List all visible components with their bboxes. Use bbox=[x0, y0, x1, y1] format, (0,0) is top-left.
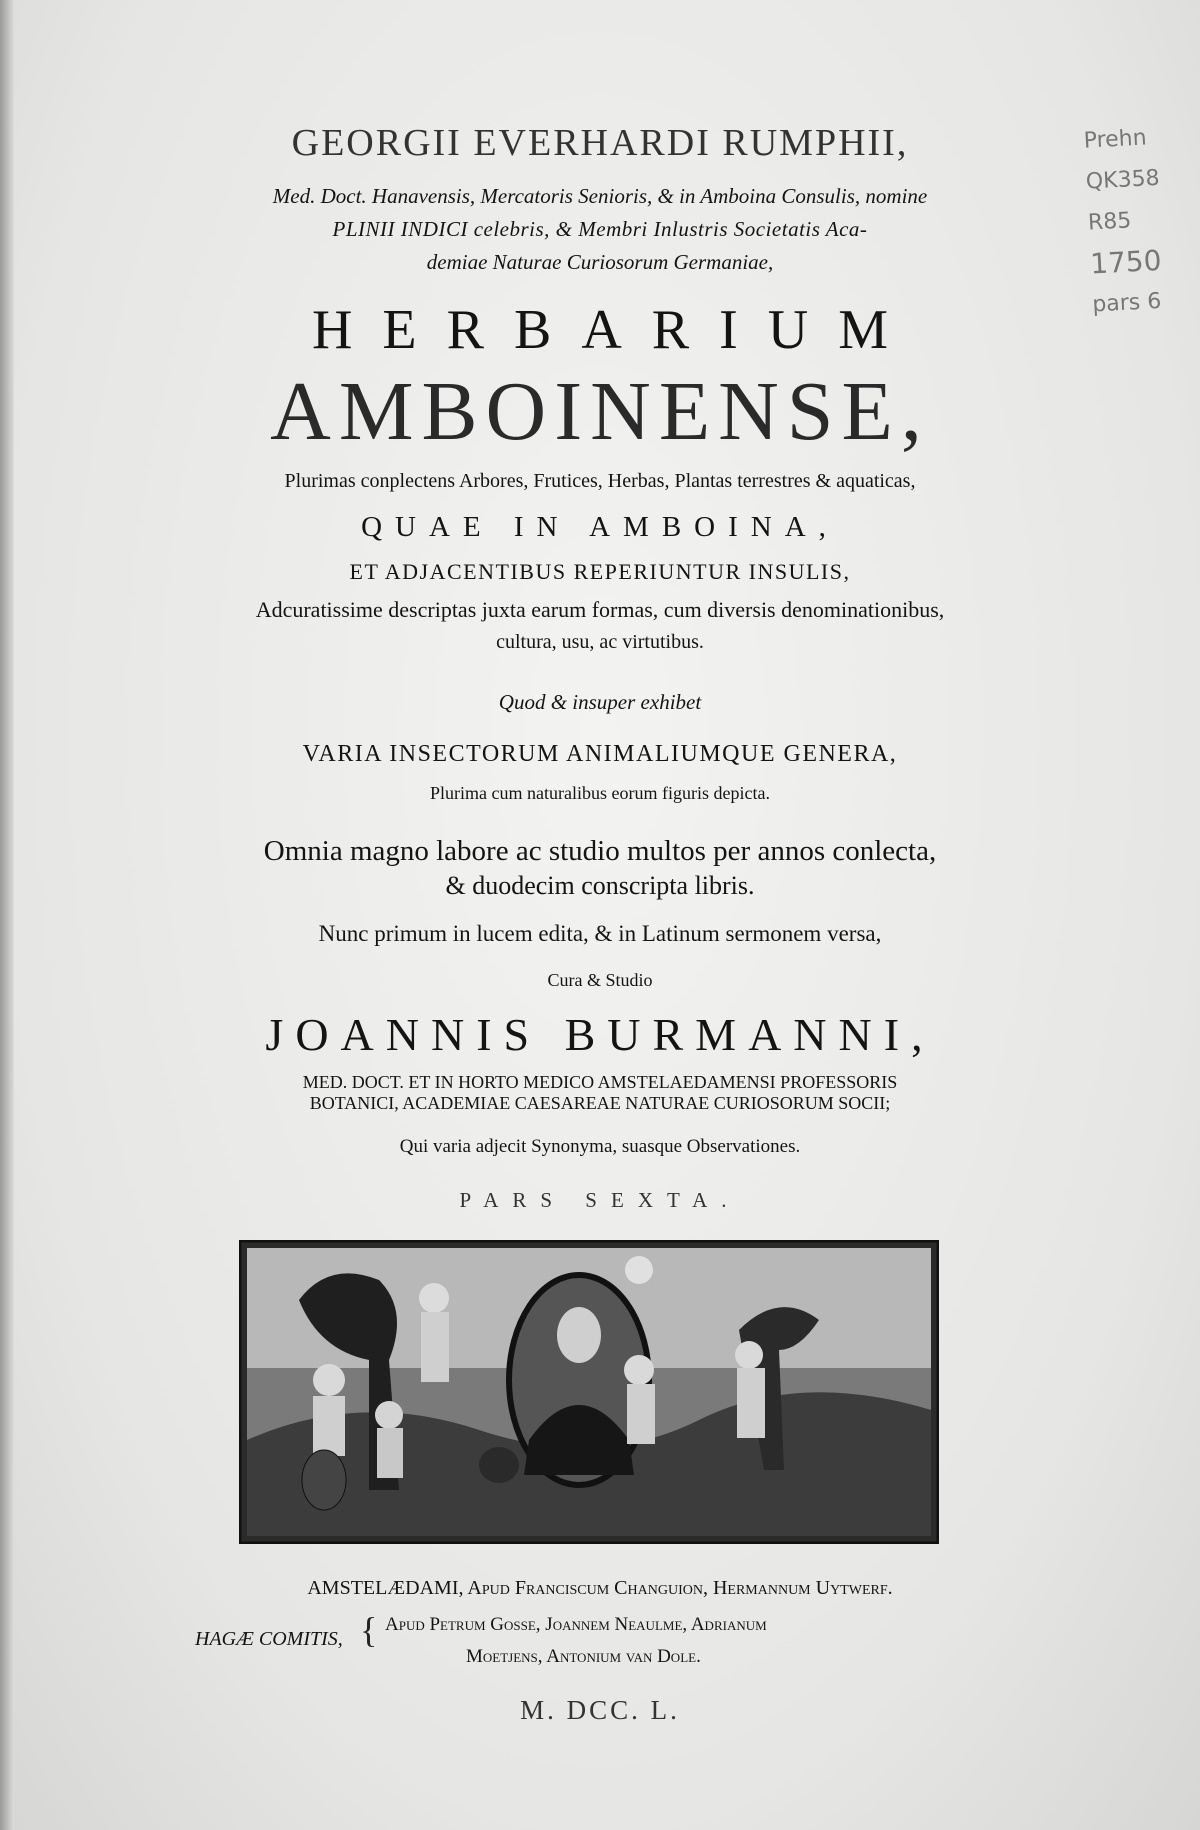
engraving-vignette bbox=[239, 1240, 939, 1544]
page-edge bbox=[0, 0, 14, 1830]
subtitle-cultura: cultura, usu, ac virtutibus. bbox=[496, 631, 704, 653]
author-desc-3: demiae Naturae Curiosorum Germaniae, bbox=[426, 250, 774, 274]
note-line: Prehn bbox=[1083, 125, 1148, 154]
note-line: R85 bbox=[1087, 208, 1132, 236]
omnia-line-2: & duodecim conscripta libris. bbox=[445, 871, 755, 900]
plurima-line: Plurima cum naturalibus eorum figuris depicta. bbox=[430, 783, 770, 803]
omnia-line-1: Omnia magno labore ac studio multos per annos conlecta, bbox=[263, 835, 937, 867]
subtitle-et-adjacentibus: ET ADJACENTIBUS REPERIUNTUR INSULIS, bbox=[349, 559, 851, 584]
imprint-hague-line-2: Moetjens, Antonium van Dole. bbox=[466, 1646, 701, 1667]
editor-name: JOANNIS BURMANNI, bbox=[265, 1009, 935, 1060]
imprint-amsterdam-text: AMSTELÆDAMI, Apud Franciscum Changuion, Hermannum Uytwerf. bbox=[307, 1577, 893, 1599]
subtitle-adcuratissime: Adcuratissime descriptas juxta earum formas, cum diversis denominationibus, bbox=[255, 597, 945, 622]
author-desc-2: PLINII INDICI celebris, & Membri Inlustris Societatis Aca- bbox=[332, 217, 868, 241]
handwritten-notes bbox=[1083, 116, 1194, 326]
qui-line: Qui varia adjecit Synonyma, suasque Observationes. bbox=[399, 1136, 801, 1157]
imprint-hague-city: HAGÆ COMITIS, bbox=[195, 1628, 343, 1650]
title-herbarium: HERBARIUM bbox=[311, 299, 919, 361]
subtitle-plurimas: Plurimas conplectens Arbores, Frutices, Herbas, Plantas terrestres & aquaticas, bbox=[284, 470, 916, 492]
imprint-amsterdam bbox=[0, 1578, 1200, 1598]
cura-line: Cura & Studio bbox=[547, 970, 653, 990]
brace: { bbox=[360, 1610, 378, 1650]
varia-line: VARIA INSECTORUM ANIMALIUMQUE GENERA, bbox=[302, 741, 898, 767]
note-line: pars 6 bbox=[1091, 288, 1162, 318]
author-desc-1: Med. Doct. Hanavensis, Mercatoris Senioris, & in Amboina Consulis, nomine bbox=[272, 184, 928, 208]
quod-line: Quod & insuper exhibet bbox=[498, 690, 702, 714]
note-line: QK358 bbox=[1085, 165, 1161, 195]
publication-year: M. DCC. L. bbox=[520, 1695, 680, 1725]
title-amboinense: AMBOINENSE, bbox=[270, 365, 930, 458]
editor-desc-2: BOTANICI, ACADEMIAE CAESAREAE NATURAE CURIOSORUM SOCII; bbox=[309, 1093, 891, 1113]
nunc-line: Nunc primum in lucem edita, & in Latinum sermonem versa, bbox=[318, 921, 882, 946]
pars-line: PARS SEXTA. bbox=[459, 1188, 741, 1212]
imprint-hague-line-1: Apud Petrum Gosse, Joannem Neaulme, Adrianum bbox=[385, 1614, 767, 1635]
note-line: 1750 bbox=[1089, 243, 1163, 281]
subtitle-quae: QUAE IN AMBOINA, bbox=[361, 511, 839, 543]
editor-desc-1: MED. DOCT. ET IN HORTO MEDICO AMSTELAEDAMENSI PROFESSORIS bbox=[302, 1072, 898, 1092]
author-name: GEORGII EVERHARDI RUMPHII, bbox=[291, 122, 909, 164]
